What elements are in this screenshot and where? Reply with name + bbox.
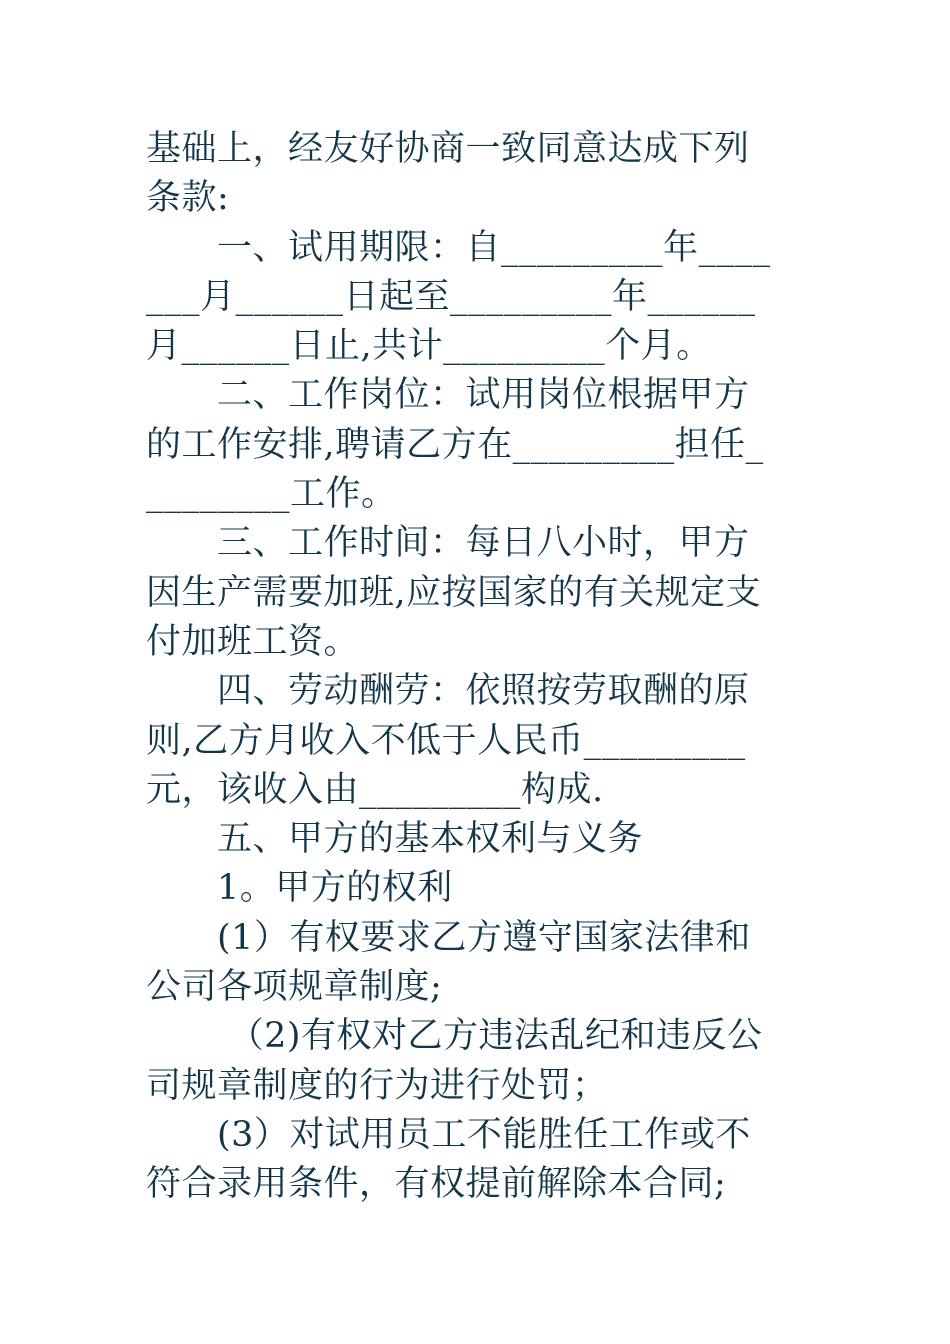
subsection-heading-rights: 1。甲方的权利: [146, 868, 453, 909]
text-line: ________工作。: [146, 474, 397, 515]
text-line: 因生产需要加班,应按国家的有关规定支: [146, 572, 762, 613]
text-line: ___月______日起至_________年______: [146, 276, 756, 317]
clause-remuneration: 四、劳动酬劳：依照按劳取酬的原: [146, 671, 750, 712]
text-line: 基础上，经友好协商一致同意达成下列: [146, 129, 750, 169]
section-heading-party-a: 五、甲方的基本权利与义务: [146, 819, 644, 860]
text-line: 公司各项规章制度;: [146, 967, 443, 1008]
list-item: (1）有权要求乙方遵守国家法律和: [146, 917, 751, 958]
text-line: 符合录用条件，有权提前解除本合同;: [146, 1164, 727, 1205]
clause-working-hours: 三、工作时间：每日八小时，甲方: [146, 523, 750, 564]
text-line: 付加班工资。: [146, 621, 360, 662]
text-line: 司规章制度的行为进行处罚；: [146, 1065, 608, 1106]
contract-body-text: [146, 125, 811, 1210]
clause-job-position: 二、工作岗位：试用岗位根据甲方: [146, 375, 750, 416]
list-item: (3）对试用员工不能胜任工作或不: [146, 1114, 751, 1155]
text-line: 条款:: [146, 178, 230, 219]
text-line: 则,乙方月收入不低于人民币_________: [146, 720, 746, 761]
list-item: （2)有权对乙方违法乱纪和违反公: [146, 1016, 763, 1057]
text-line: 元，该收入由_________构成.: [146, 769, 604, 810]
text-line: 月______日止,共计_________个月。: [146, 326, 712, 367]
text-line: 的工作安排,聘请乙方在_________担任_: [146, 424, 764, 465]
clause-trial-period: 一、试用期限：自_________年____: [146, 227, 771, 268]
